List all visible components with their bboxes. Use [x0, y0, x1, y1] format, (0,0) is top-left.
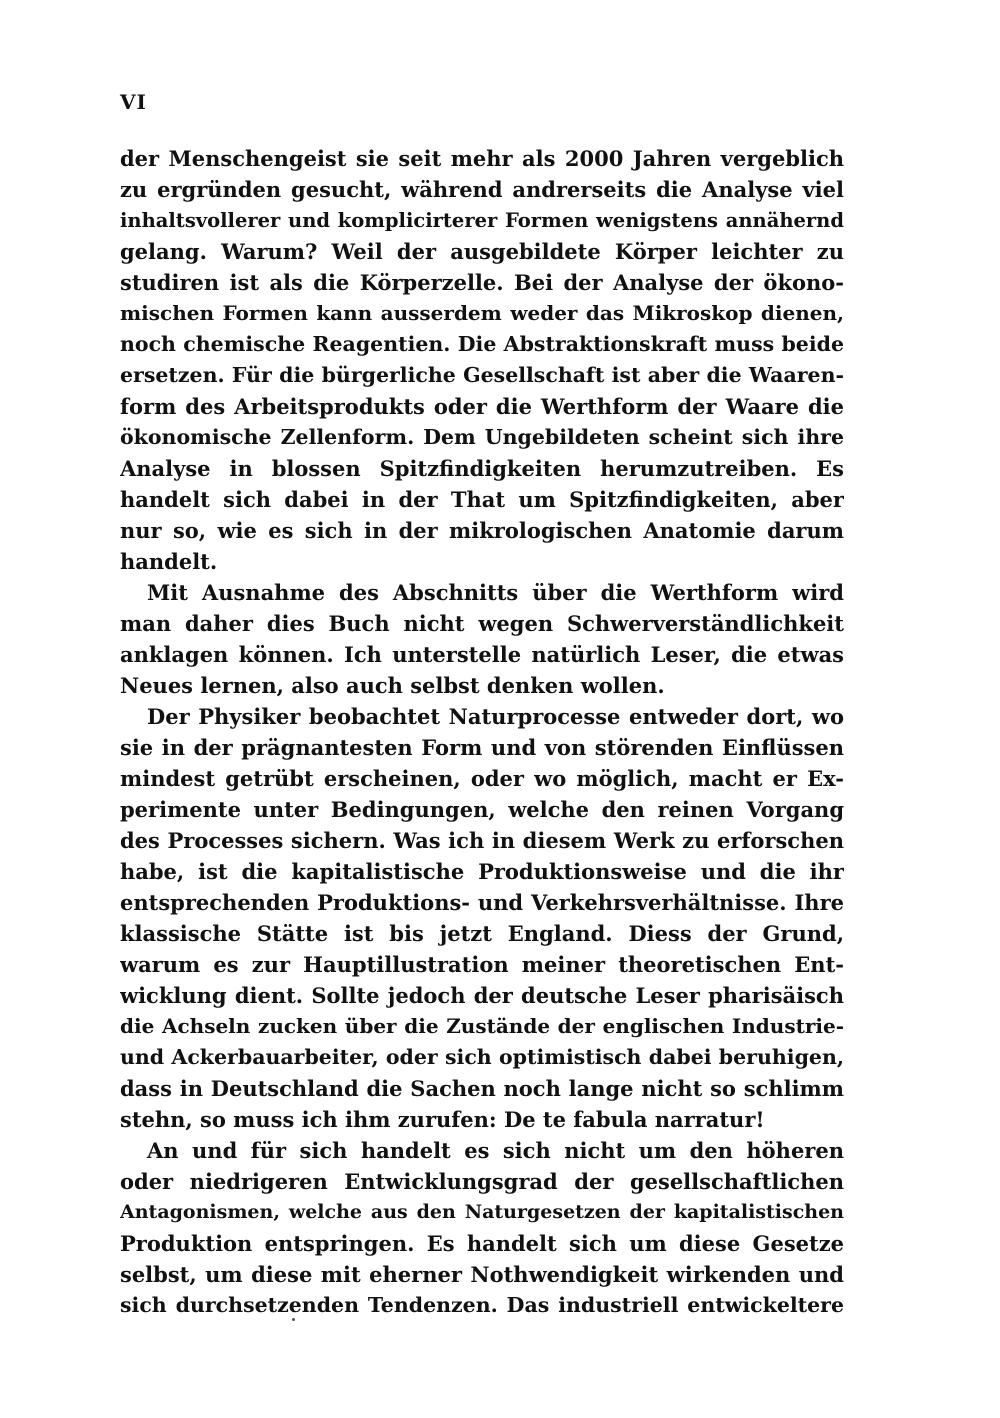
body-text	[120, 143, 844, 1321]
text-line: mindest getrübt erscheinen, oder wo möglich, macht er Ex-	[120, 766, 844, 791]
text-line: Analyse in blossen Spitzfindigkeiten herumzutreiben. Es	[120, 456, 844, 481]
text-line: Der Physiker beobachtet Naturprocesse entweder dort, wo	[147, 704, 844, 729]
text-line: zu ergründen gesucht, während andrerseits die Analyse viel	[120, 177, 844, 202]
text-line: oder niedrigeren Entwicklungsgrad der gesellschaftlichen	[120, 1169, 844, 1194]
text-line: Neues lernen, also auch selbst denken wollen.	[120, 673, 665, 698]
text-line: perimente unter Bedingungen, welche den reinen Vorgang	[120, 797, 844, 822]
text-line: form des Arbeitsprodukts oder die Werthform der Waare die	[120, 394, 844, 419]
text-line: ökonomische Zellenform. Dem Ungebildeten scheint sich ihre	[120, 425, 844, 449]
text-line: stehn, so muss ich ihm zurufen: De te fabula narratur!	[120, 1107, 765, 1132]
text-line: man daher dies Buch nicht wegen Schwerverständlichkeit	[120, 611, 844, 636]
text-line: selbst, um diese mit eherner Nothwendigkeit wirkenden und	[120, 1262, 844, 1287]
text-line: sie in der prägnantesten Form und von störenden Einflüssen	[120, 735, 844, 760]
text-line: die Achseln zucken über die Zustände der englischen Industrie-	[120, 1014, 844, 1038]
paragraph-4	[120, 1135, 844, 1321]
print-speck	[292, 1318, 295, 1321]
text-line: handelt.	[120, 549, 218, 574]
text-line: Produktion entspringen. Es handelt sich um diese Gesetze	[120, 1231, 844, 1256]
paragraph-1	[120, 143, 844, 577]
text-line: inhaltsvollerer und komplicirterer Formen wenigstens annähernd	[120, 209, 844, 232]
text-line: handelt sich dabei in der That um Spitzfindigkeiten, aber	[120, 487, 844, 512]
text-line: entsprechenden Produktions- und Verkehrsverhältnisse. Ihre	[120, 890, 844, 915]
text-line: Mit Ausnahme des Abschnitts über die Werthform wird	[147, 580, 844, 605]
text-line: sich durchsetzenden Tendenzen. Das industriell entwickeltere	[120, 1293, 844, 1317]
text-line: gelang. Warum? Weil der ausgebildete Körper leichter zu	[120, 239, 844, 264]
text-line: anklagen können. Ich unterstelle natürlich Leser, die etwas	[120, 642, 844, 667]
text-line: mischen Formen kann ausserdem weder das Mikroskop dienen,	[120, 301, 844, 325]
text-line: noch chemische Reagentien. Die Abstraktionskraft muss beide	[120, 332, 844, 356]
paragraph-2	[120, 577, 844, 701]
text-line: An und für sich handelt es sich nicht um den höheren	[147, 1138, 844, 1163]
paragraph-3	[120, 701, 844, 1135]
text-line: habe, ist die kapitalistische Produktionsweise und die ihr	[120, 859, 844, 884]
text-line: der Menschengeist sie seit mehr als 2000 Jahren vergeblich	[120, 146, 844, 171]
text-line: dass in Deutschland die Sachen noch lange nicht so schlimm	[120, 1076, 844, 1101]
text-line: des Processes sichern. Was ich in diesem Werk zu erforschen	[120, 828, 844, 853]
text-line: wicklung dient. Sollte jedoch der deutsche Leser pharisäisch	[120, 983, 844, 1008]
text-line: nur so, wie es sich in der mikrologischen Anatomie darum	[120, 518, 844, 543]
text-line: klassische Stätte ist bis jetzt England. Diess der Grund,	[120, 921, 844, 946]
page-number: VI	[120, 90, 147, 114]
text-line: studiren ist als die Körperzelle. Bei der Analyse der ökono-	[120, 270, 844, 295]
text-line: warum es zur Hauptillustration meiner theoretischen Ent-	[120, 952, 844, 977]
text-line: Antagonismen, welche aus den Naturgesetzen der kapitalistischen	[120, 1201, 844, 1223]
text-line: ersetzen. Für die bürgerliche Gesellschaft ist aber die Waaren-	[120, 363, 844, 387]
text-line: und Ackerbauarbeiter, oder sich optimistisch dabei beruhigen,	[120, 1045, 844, 1069]
